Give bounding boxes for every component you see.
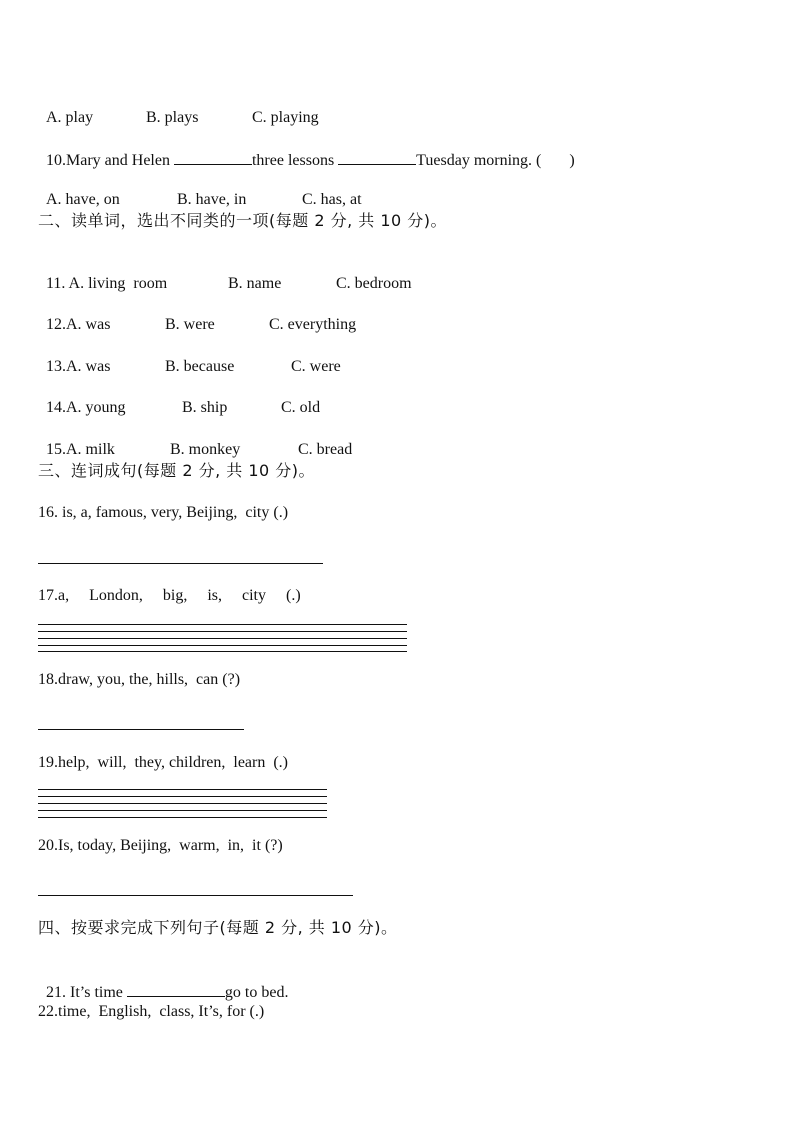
q17-answer-line-2[interactable] xyxy=(38,631,407,632)
section-2-heading: 二、读单词，选出不同类的一项(每题 2 分, 共 10 分)。 xyxy=(38,211,448,230)
q9-option-b: B. plays xyxy=(146,109,199,126)
q19-answer-line-4[interactable] xyxy=(38,810,327,811)
question-12 xyxy=(38,295,356,335)
question-11 xyxy=(38,254,412,294)
question-17: 17.a, London, big, is, city (.) xyxy=(38,587,301,604)
q12-option-c: C. everything xyxy=(269,316,357,333)
q10-option-b: B. have, in xyxy=(177,191,247,208)
q19-answer-line-3[interactable] xyxy=(38,803,327,804)
q17-answer-line-5[interactable] xyxy=(38,651,407,652)
q18-answer-line[interactable] xyxy=(38,729,244,730)
q16-answer-line[interactable] xyxy=(38,563,323,564)
q12-option-b: B. were xyxy=(165,316,215,333)
q11-option-a: 11. A. living room xyxy=(46,275,168,292)
question-14 xyxy=(38,378,320,418)
q14-option-b: B. ship xyxy=(182,399,228,416)
q19-answer-line-5[interactable] xyxy=(38,817,327,818)
q10-text-part1: Mary and Helen xyxy=(66,152,174,169)
q9-options xyxy=(38,88,319,128)
q10-blank-2[interactable] xyxy=(338,149,416,165)
q10-options xyxy=(38,170,362,210)
q17-answer-line-3[interactable] xyxy=(38,638,407,639)
question-20: 20.Is, today, Beijing, warm, in, it (?) xyxy=(38,837,283,854)
question-10 xyxy=(38,129,575,171)
question-21 xyxy=(38,961,288,1003)
q10-option-c: C. has, at xyxy=(302,191,362,208)
q10-option-a: A. have, on xyxy=(46,191,120,208)
question-16: 16. is, a, famous, very, Beijing, city (.) xyxy=(38,504,289,521)
q12-option-a: 12.A. was xyxy=(46,316,111,333)
q9-option-a: A. play xyxy=(46,109,94,126)
question-13 xyxy=(38,337,341,377)
q11-option-b: B. name xyxy=(228,275,282,292)
q21-text-part2: go to bed. xyxy=(224,984,289,1001)
q15-option-a: 15.A. milk xyxy=(46,441,115,458)
q14-option-a: 14.A. young xyxy=(46,399,126,416)
q10-text-part2: three lessons xyxy=(251,152,339,169)
q21-text-part1: 21. It’s time xyxy=(46,984,127,1001)
q15-option-b: B. monkey xyxy=(170,441,241,458)
q20-answer-line[interactable] xyxy=(38,895,353,896)
q19-answer-line-2[interactable] xyxy=(38,796,327,797)
section-3-heading: 三、连词成句(每题 2 分, 共 10 分)。 xyxy=(38,461,316,480)
question-22: 22.time, English, class, It’s, for (.) xyxy=(38,1003,265,1020)
q15-option-c: C. bread xyxy=(298,441,353,458)
q17-answer-line-4[interactable] xyxy=(38,645,407,646)
question-18: 18.draw, you, the, hills, can (?) xyxy=(38,671,241,688)
q21-blank[interactable] xyxy=(127,981,225,997)
q17-answer-line-1[interactable] xyxy=(38,624,407,625)
q13-option-b: B. because xyxy=(165,358,235,375)
q9-option-c: C. playing xyxy=(252,109,319,126)
q11-option-c: C. bedroom xyxy=(336,275,412,292)
q19-answer-line-1[interactable] xyxy=(38,789,327,790)
q14-option-c: C. old xyxy=(281,399,321,416)
q13-option-c: C. were xyxy=(291,358,341,375)
section-4-heading: 四、按要求完成下列句子(每题 2 分, 共 10 分)。 xyxy=(38,918,398,937)
q10-answer-paren-close: ) xyxy=(569,152,575,169)
q10-blank-1[interactable] xyxy=(174,149,252,165)
q13-option-a: 13.A. was xyxy=(46,358,111,375)
q10-text-part3: Tuesday morning. xyxy=(416,152,537,169)
q10-number: 10. xyxy=(46,152,66,169)
question-15 xyxy=(38,420,352,460)
q10-answer-paren-open: ( xyxy=(536,152,542,169)
question-19: 19.help, will, they, children, learn (.) xyxy=(38,754,288,771)
